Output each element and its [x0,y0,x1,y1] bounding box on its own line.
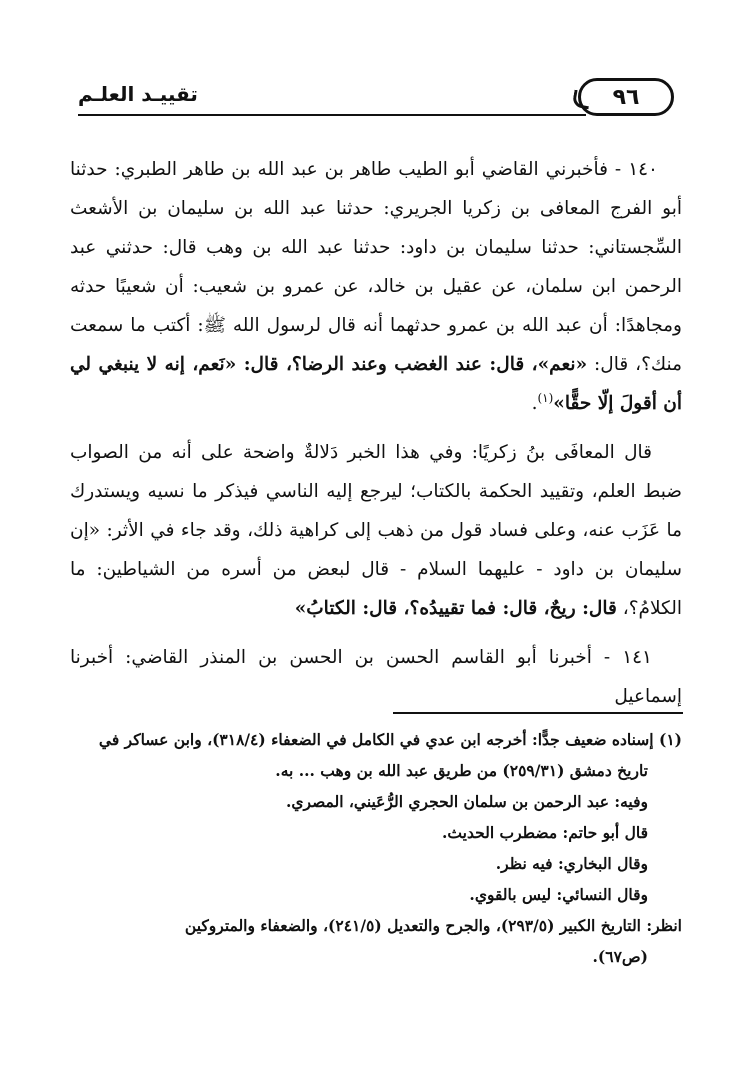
footnote-line: تاريخ دمشق (٢٥٩/٣١) من طريق عبد الله بن وهب ... به. [275,761,648,780]
paragraph-commentary [70,433,682,628]
footnote-line: وقال البخاري: فيه نظر. [495,854,648,873]
footnote-marker[interactable]: (١) [537,390,554,405]
header-divider [78,114,586,116]
footnote-line: وقال النسائي: ليس بالقوي. [469,885,648,904]
page-header [78,78,674,124]
page-number: ٩٦ [612,84,640,110]
paragraph-text: ١٤٠ - فأخبرني القاضي أبو الطيب طاهر بن عبد الله بن طاهر الطبري: حدثنا أبو الفرج المعافى بن زكريا الجريري: حدثنا عبد الله بن سليمان بن الأشعث السِّجستاني: حدثنا سليمان بن داود: حدثنا عبد الله بن وهب قال: حدثني عبد الرحمن ابن سلمان، عن عقيل بن خالد، عن عمرو بن شعيب: أن شعيبًا حدثه ومجاهدًا: أن عبد الله بن عمرو حدثهما أنه قال لرسول الله ﷺ: أكتب ما سمعت منك؟، قال: [70,159,682,375]
paragraph-hadith-140 [70,150,682,423]
footnote-line: قال أبو حاتم: مضطرب الحديث. [442,823,648,842]
footnote-line: (١) إسناده ضعيف جدًّا: أخرجه ابن عدي في الكامل في الضعفاء (٣١٨/٤)، وابن عساكر في [98,730,682,749]
hadith-quote: «نعم»، قال: عند الغضب وعند الرضا؟، قال: «نَعم، إنه لا ينبغي لي أن أقولَ إلّا حقًّا» [70,354,682,414]
footnote-line: وفيه: عبد الرحمن بن سلمان الحجري الرُّعَيني، المصري. [285,792,648,811]
footnote-line: (ص٦٧). [592,947,648,966]
page-number-badge [578,78,674,116]
paragraph-text: قال المعافَى بنُ زكريًا: وفي هذا الخبر دَلالةٌ واضحة على أنه من الصواب ضبط العلم، وتقييد الحكمة بالكتاب؛ ليرجع إليه الناسي فيذكر ما نسيه ويستدرك ما عَزَب عنه، وعلى فساد قول من ذهب إلى كراهية ذلك، وقد جاء في الأثر: «إن سليمان بن داود - عليهما السلام - قال لبعض من أسره من الشياطين: ما الكلامُ؟، [70,442,682,619]
main-text [70,150,682,726]
athar-quote: قال: ريحٌ، قال: فما تقييدُه؟، قال: الكتابُ» [294,598,617,619]
paragraph-hadith-141 [70,638,682,716]
paragraph-text: ١٤١ - أخبرنا أبو القاسم الحسن بن الحسن بن المنذر القاضي: أخبرنا إسماعيل [70,647,682,707]
footnotes [70,724,682,972]
book-title: تقييـد العلـم [78,82,198,106]
footnote-line: انظر: التاريخ الكبير (٢٩٣/٥)، والجرح والتعديل (٢٤١/٥)، والضعفاء والمتروكين [184,916,682,935]
sentence-end: . [531,393,538,414]
footnote-divider [393,712,683,714]
